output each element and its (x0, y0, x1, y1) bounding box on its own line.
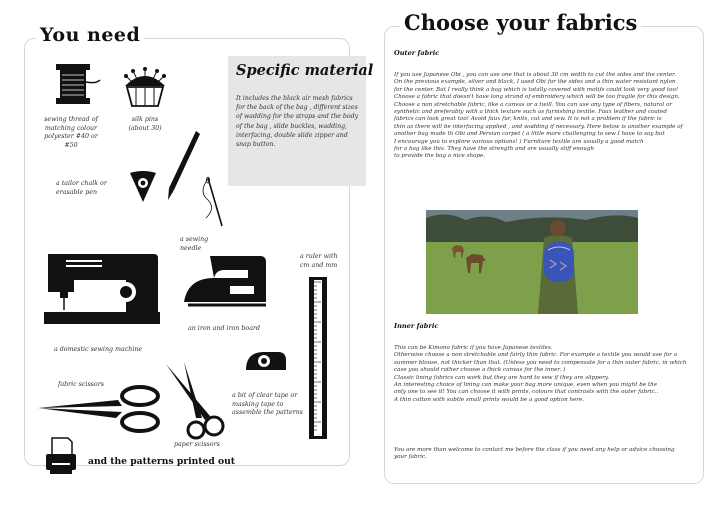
text-line: On the previous example, silver and black, I used Obi for the sides and a thin water resistant nylon (394, 79, 676, 86)
text-line: fabrics can look great too! Avoid faux fur, knits, cut and sew. It is not a problem if the fabric is (394, 116, 662, 123)
text-line: I encourage you to explore various options! ) Furniture textile are usually a good match (394, 138, 644, 145)
tailor-chalk-icon (128, 170, 158, 204)
photo-grass (426, 242, 638, 314)
pins-caption: silk pins (about 30) (128, 116, 162, 132)
fabric-scissors-caption: fabric scissors (58, 381, 104, 388)
photo-bag (544, 242, 574, 282)
outer-fabric-text (394, 72, 699, 161)
text-line: synthetic and preferably with a thick texture such as furnishing textile. Faux leather and coated (394, 109, 667, 116)
specific-material-box (228, 56, 374, 186)
text-line: to provide the bag a nice shape. (394, 153, 486, 160)
text-line: thin as there will be interfacing applied , and wadding if necessary. Here below is another example of (394, 123, 683, 130)
tape-dispenser-icon (244, 348, 288, 372)
patterns-label: and the patterns printed out (88, 456, 236, 467)
text-line: A thin cotton with subtle small prints would be a good option here. (394, 396, 585, 403)
text-line: Otherwise choose a non stretchable and fairly thin fabric. For example a textile you would use for a (394, 352, 678, 359)
ruler-caption: a ruler with cm and mm (300, 253, 338, 269)
text-line: summer blouse, not thicker than that. (Unless you need to compensate for a thin outer fabric, in which (394, 359, 687, 366)
text-line: another bag made th Obi and Persian carpet ( a little more challenging to sew I have to say but (394, 131, 665, 138)
fabric-scissors-icon (36, 382, 164, 436)
right-page (360, 0, 720, 509)
text-line: your fabric. (394, 454, 427, 461)
machine-caption: a domestic sewing machine (54, 346, 143, 353)
sewing-machine-icon (42, 250, 162, 332)
text-line: Classic lining fabrics can work but they are hard to sew if they are slippery. (394, 374, 609, 381)
inner-fabric-text (394, 345, 699, 404)
text-line: Choose a non stretchable fabric, like a canvas or a twill. You can use any type of fibers, natural or (394, 101, 672, 108)
needle-caption: a sewing needle (180, 236, 209, 252)
iron-icon (180, 250, 270, 310)
specific-material-text: It includes the black air mesh fabrics for the back of the bag , different sizes of wadding for the straps and the body of the bag , slide buckles, wadding, interfacing, double slide zipper and snap button. (236, 95, 359, 149)
text-line: You are more than welcome to contact me before the class if you need any help or advice choosing (394, 447, 675, 453)
bag-photo (426, 210, 638, 314)
iron-caption: an iron and iron board (188, 325, 261, 332)
needle-icon (196, 174, 230, 230)
fabrics-title: Choose your fabrics (400, 10, 641, 35)
text-line: If you use Japanese Obi , you can use one that is about 30 cm width to cut the sides and the center. (394, 72, 676, 78)
thread-caption: sewing thread of matching colour polyester #40 or #50 (44, 116, 98, 149)
text-line: for the center. But I really think a bag which is totally covered with motifs could look very good too! (394, 86, 679, 93)
paper-scissors-icon (162, 360, 234, 440)
closing-text (394, 447, 699, 462)
text-line: An interesting choice of lining can make your bag more unique, even when you might be the (394, 382, 658, 389)
chalk-caption: a tailor chalk or erasable pen (56, 180, 107, 196)
inner-fabric-heading: Inner fabric (394, 322, 439, 330)
pin-cushion-icon (122, 66, 168, 108)
thread-spool-icon (54, 62, 104, 106)
printer-icon (44, 436, 78, 476)
outer-fabric-heading: Outer fabric (394, 49, 440, 57)
text-line: This can be Kimono fabric if you have Japanese textiles. (394, 345, 553, 351)
page-title: You need (36, 24, 144, 46)
tape-caption: a bit of clear tape or masking tape to assemble the patterns (232, 392, 303, 416)
text-line: Choose a fabric that doesn't have long strand of embroidery which will be too fragile for this design. (394, 94, 680, 101)
text-line: only one to see it! You can choose it with prints, colours that contrasts with the outer fabric.. (394, 389, 659, 396)
paper-scissors-caption: paper scissors (174, 441, 220, 448)
ruler-icon (308, 276, 328, 440)
text-line: for a bag like this. They have the strength and are usually stiff enough (394, 146, 595, 153)
specific-material-title: Specific material (236, 62, 374, 79)
text-line: case you should rather choose a thick canvas for the inner. ) (394, 367, 566, 374)
